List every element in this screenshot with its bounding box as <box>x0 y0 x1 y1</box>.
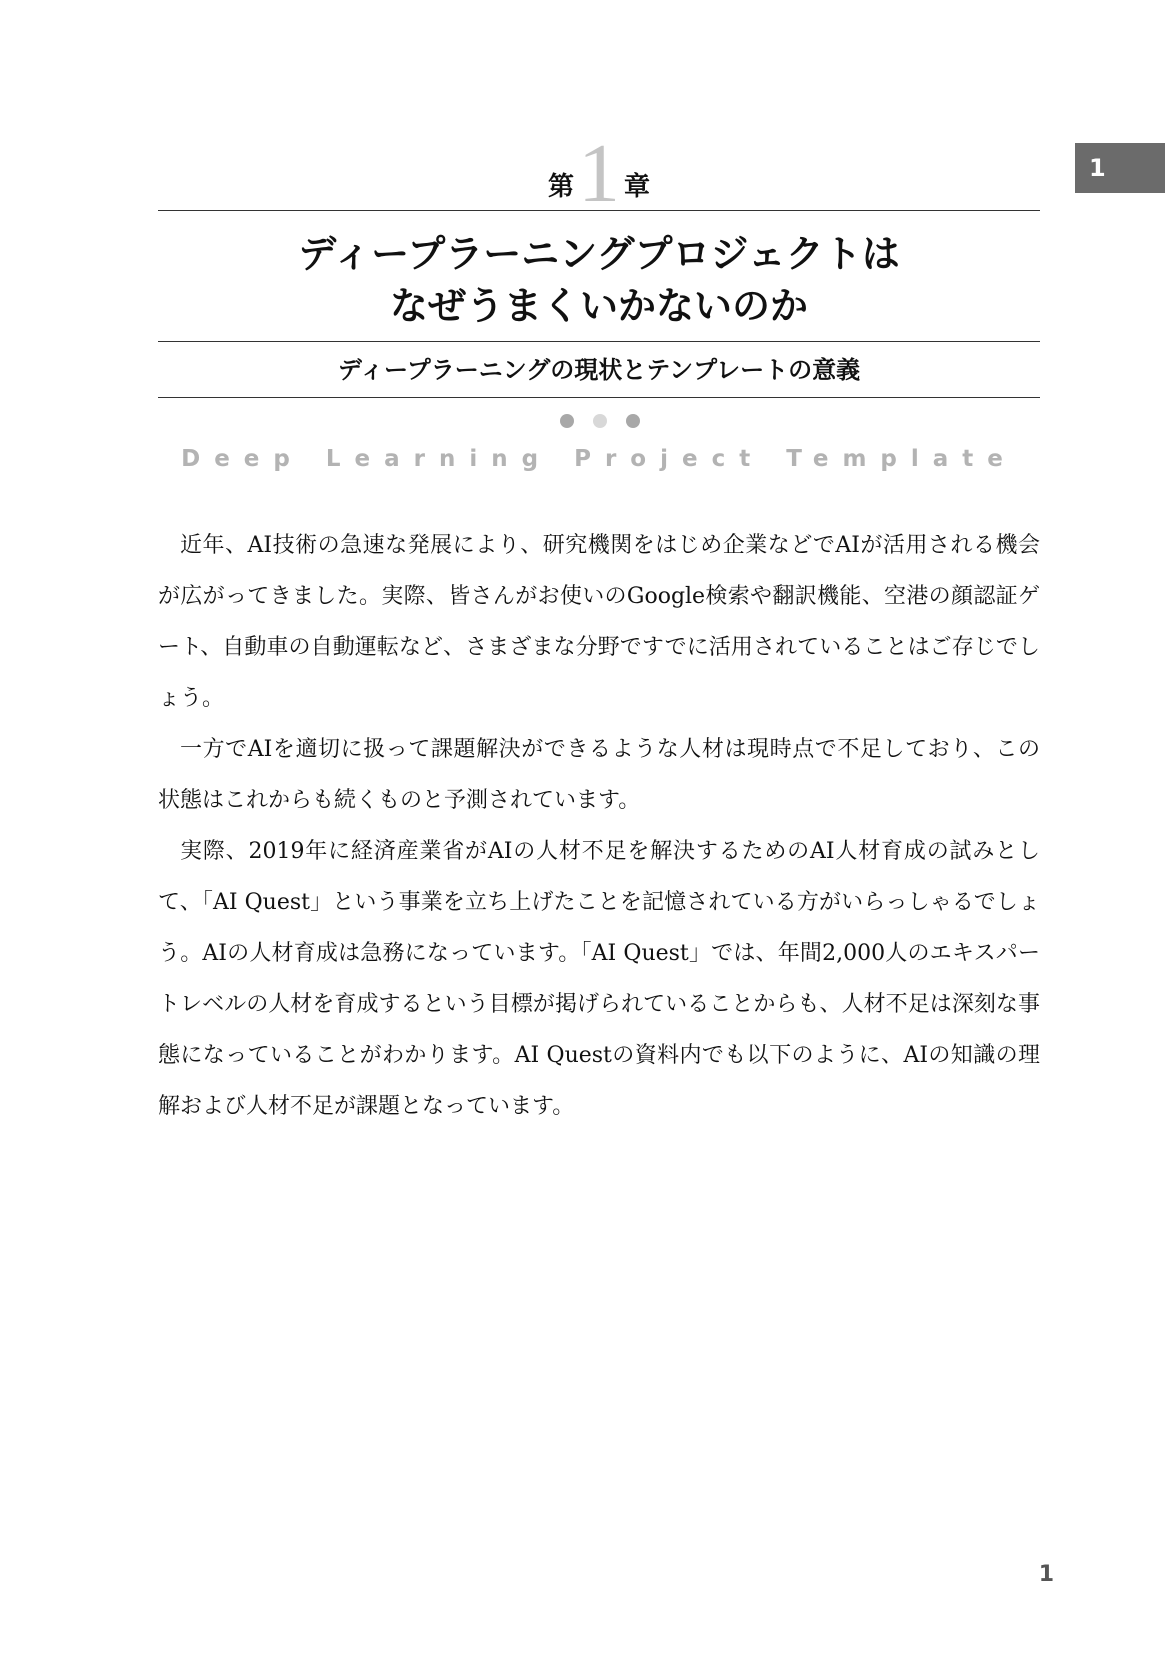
body-text <box>158 520 1040 1132</box>
chapter-subtitle: ディープラーニングの現状とテンプレートの意義 <box>337 356 861 384</box>
english-title: Deep Learning Project Template <box>181 446 1017 472</box>
paragraph: 実際、2019年に経済産業省がAIの人材不足を解決するためのAI人材育成の試みとして、「AI Quest」という事業を立ち上げたことを記憶されている方がいらっしゃるでしょう。AIの人材育成は急務になっています。「AI Quest」では、年間2,000人のエキスパートレベルの人材を育成するという目標が掲げられていることからも、人材不足は深刻な事態になっていることがわかります。AI Questの資料内でも以下のように、AIの知識の理解および人材不足が課題となっています。 <box>158 839 1040 1119</box>
divider-bottom <box>158 397 1040 398</box>
paragraph: 一方でAIを適切に扱って課題解決ができるような人材は現時点で不足しており、この状態はこれからも続くものと予測されています。 <box>158 737 1040 813</box>
chapter-side-tab: 1 <box>1075 143 1165 193</box>
ornament-dot <box>560 414 574 428</box>
chapter-title-line-2: なぜうまくいかないのか <box>389 283 808 328</box>
chapter-heading <box>158 127 1040 220</box>
chapter-suffix: 章 <box>624 172 651 202</box>
divider-top <box>158 210 1040 211</box>
ornament-dots <box>560 414 640 430</box>
paragraph: 近年、AI技術の急速な発展により、研究機関をはじめ企業などでAIが活用される機会が広がってきました。実際、皆さんがお使いのGoogle検索や翻訳機能、空港の顔認証ゲート、自動車の自動運転など、さまざまな分野ですでに活用されていることはご存じでしょう。 <box>158 533 1040 711</box>
chapter-title <box>158 228 1040 332</box>
chapter-title-line-1: ディープラーニングプロジェクトは <box>298 231 900 276</box>
ornament-dot <box>626 414 640 428</box>
page-number: 1 <box>1038 1562 1054 1587</box>
divider-middle <box>158 341 1040 342</box>
chapter-number: 1 <box>578 127 620 220</box>
chapter-prefix: 第 <box>548 172 575 202</box>
ornament-dot <box>593 414 607 428</box>
